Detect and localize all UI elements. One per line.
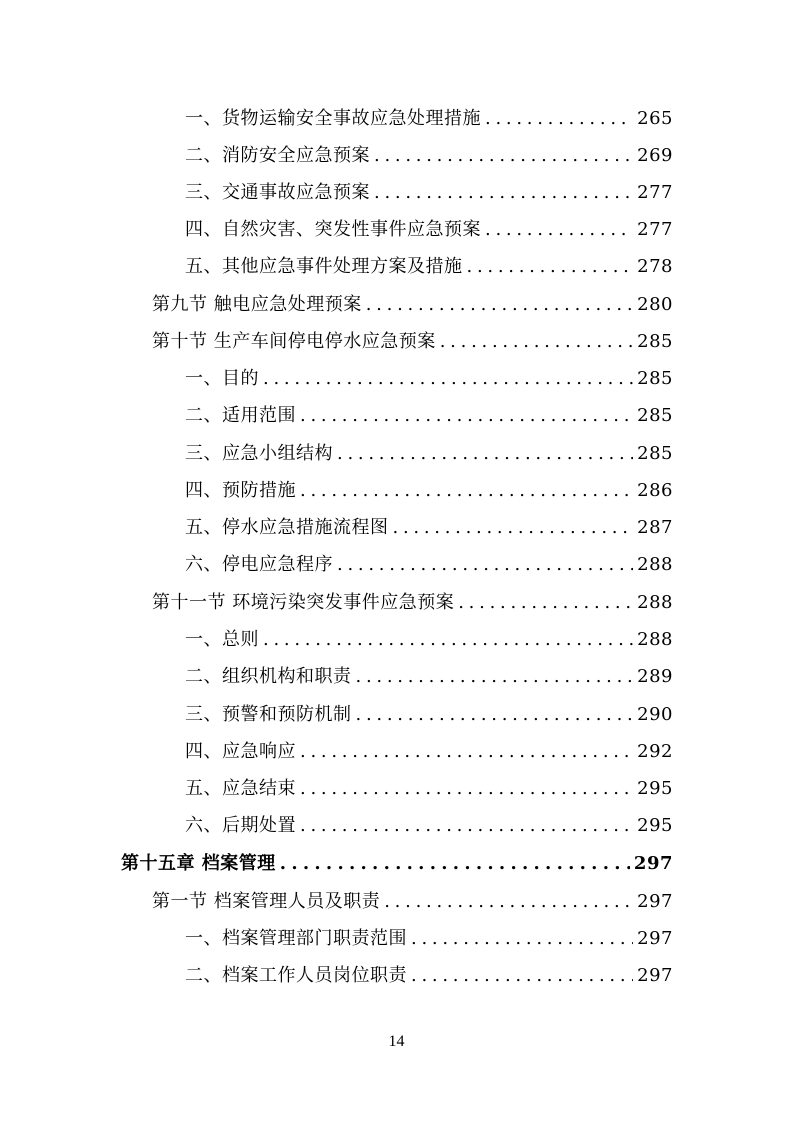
toc-entry[interactable] (185, 397, 673, 434)
page-number: 14 (388, 1033, 405, 1050)
toc-leader-dots (337, 435, 633, 472)
toc-entry-title: 三、应急小组结构 (185, 443, 333, 464)
toc-entry[interactable] (185, 174, 673, 211)
toc-entry-page: 286 (637, 480, 673, 501)
toc-leader-dots (300, 770, 633, 807)
toc-entry-page: 295 (637, 815, 673, 836)
toc-entry-title: 六、后期处置 (185, 815, 296, 836)
toc-entry-title: 二、组织机构和职责 (185, 666, 352, 687)
toc-entry-title: 二、档案工作人员岗位职责 (185, 965, 407, 986)
toc-leader-dots (280, 845, 630, 882)
toc-leader-dots (485, 100, 633, 137)
toc-chapter-entry[interactable] (121, 845, 673, 882)
toc-leader-dots (300, 397, 633, 434)
toc-entry[interactable] (152, 323, 673, 360)
toc-entry[interactable] (185, 546, 673, 583)
toc-leader-dots (374, 174, 633, 211)
toc-entry-title: 四、自然灾害、突发性事件应急预案 (185, 219, 481, 240)
toc-entry-title: 第十一节 环境污染突发事件应急预案 (152, 592, 455, 613)
toc-entry[interactable] (185, 472, 673, 509)
toc-leader-dots (300, 733, 633, 770)
toc-leader-dots (374, 137, 633, 174)
toc-entry[interactable] (185, 920, 673, 957)
toc-entry-page: 295 (637, 778, 673, 799)
toc-leader-dots (411, 957, 633, 994)
toc-entry-title: 第九节 触电应急处理预案 (152, 294, 362, 315)
toc-entry-page: 288 (637, 629, 673, 650)
toc-entry-page: 287 (637, 517, 673, 538)
toc-leader-dots (458, 584, 633, 621)
toc-entry-page: 285 (637, 443, 673, 464)
toc-entry-title: 第十节 生产车间停电停水应急预案 (152, 331, 436, 352)
toc-entry[interactable] (185, 621, 673, 658)
toc-entry[interactable] (185, 696, 673, 733)
toc-entry[interactable] (185, 770, 673, 807)
toc-entry-page: 297 (637, 928, 673, 949)
toc-entry[interactable] (185, 733, 673, 770)
toc-entry-title: 六、停电应急程序 (185, 554, 333, 575)
toc-entry-page: 290 (637, 704, 673, 725)
toc-entry-page: 277 (637, 219, 673, 240)
toc-entry[interactable] (152, 883, 673, 920)
toc-entry-page: 297 (637, 965, 673, 986)
toc-leader-dots (356, 658, 634, 695)
toc-entry-page: 285 (637, 331, 673, 352)
toc-entry-title: 四、应急响应 (185, 741, 296, 762)
toc-entry-page: 292 (637, 741, 673, 762)
toc-entry-title: 三、交通事故应急预案 (185, 182, 370, 203)
toc-entry-title: 三、预警和预防机制 (185, 704, 352, 725)
toc-leader-dots (411, 920, 633, 957)
toc-leader-dots (356, 696, 634, 733)
toc-entry-page: 285 (637, 368, 673, 389)
toc-entry-page: 277 (637, 182, 673, 203)
toc-entry-page: 297 (633, 853, 673, 874)
toc-leader-dots (263, 360, 633, 397)
toc-entry-title: 五、其他应急事件处理方案及措施 (185, 256, 463, 277)
toc-entry-page: 297 (637, 891, 673, 912)
toc-entry-page: 288 (637, 592, 673, 613)
toc-entry-page: 280 (637, 294, 673, 315)
toc-entry[interactable] (152, 286, 673, 323)
toc-entry-title: 一、档案管理部门职责范围 (185, 928, 407, 949)
toc-leader-dots (263, 621, 633, 658)
toc-entry-title: 一、货物运输安全事故应急处理措施 (185, 108, 481, 129)
toc-entry[interactable] (185, 957, 673, 994)
toc-entry[interactable] (185, 211, 673, 248)
toc-entry-page: 288 (637, 554, 673, 575)
toc-entry-title: 五、停水应急措施流程图 (185, 517, 389, 538)
toc-entry-title: 五、应急结束 (185, 778, 296, 799)
toc-entry[interactable] (185, 137, 673, 174)
toc-leader-dots (485, 211, 633, 248)
toc-leader-dots (393, 509, 634, 546)
toc-entry-title: 二、消防安全应急预案 (185, 145, 370, 166)
toc-entry[interactable] (185, 435, 673, 472)
toc-leader-dots (384, 883, 633, 920)
toc-entry-page: 285 (637, 405, 673, 426)
toc-entry[interactable] (185, 658, 673, 695)
toc-leader-dots (300, 472, 633, 509)
toc-entry-page: 269 (637, 145, 673, 166)
toc-entry-page: 278 (637, 256, 673, 277)
toc-entry-page: 265 (637, 108, 673, 129)
toc-entry-title: 一、总则 (185, 629, 259, 650)
toc-entry[interactable] (185, 248, 673, 285)
toc-leader-dots (366, 286, 633, 323)
toc-entry[interactable] (185, 360, 673, 397)
toc-entry[interactable] (185, 509, 673, 546)
toc-entry-title: 二、适用范围 (185, 405, 296, 426)
toc-entry-title: 四、预防措施 (185, 480, 296, 501)
toc-entry-page: 289 (637, 666, 673, 687)
toc-entry-title: 一、目的 (185, 368, 259, 389)
toc-entry[interactable] (185, 807, 673, 844)
toc-entry-title: 第十五章 档案管理 (121, 853, 276, 874)
toc-leader-dots (337, 546, 633, 583)
toc-entry[interactable] (185, 100, 673, 137)
toc-entry-title: 第一节 档案管理人员及职责 (152, 891, 381, 912)
toc-entry[interactable] (152, 584, 673, 621)
toc-leader-dots (440, 323, 633, 360)
toc-leader-dots (300, 807, 633, 844)
toc-leader-dots (467, 248, 634, 285)
